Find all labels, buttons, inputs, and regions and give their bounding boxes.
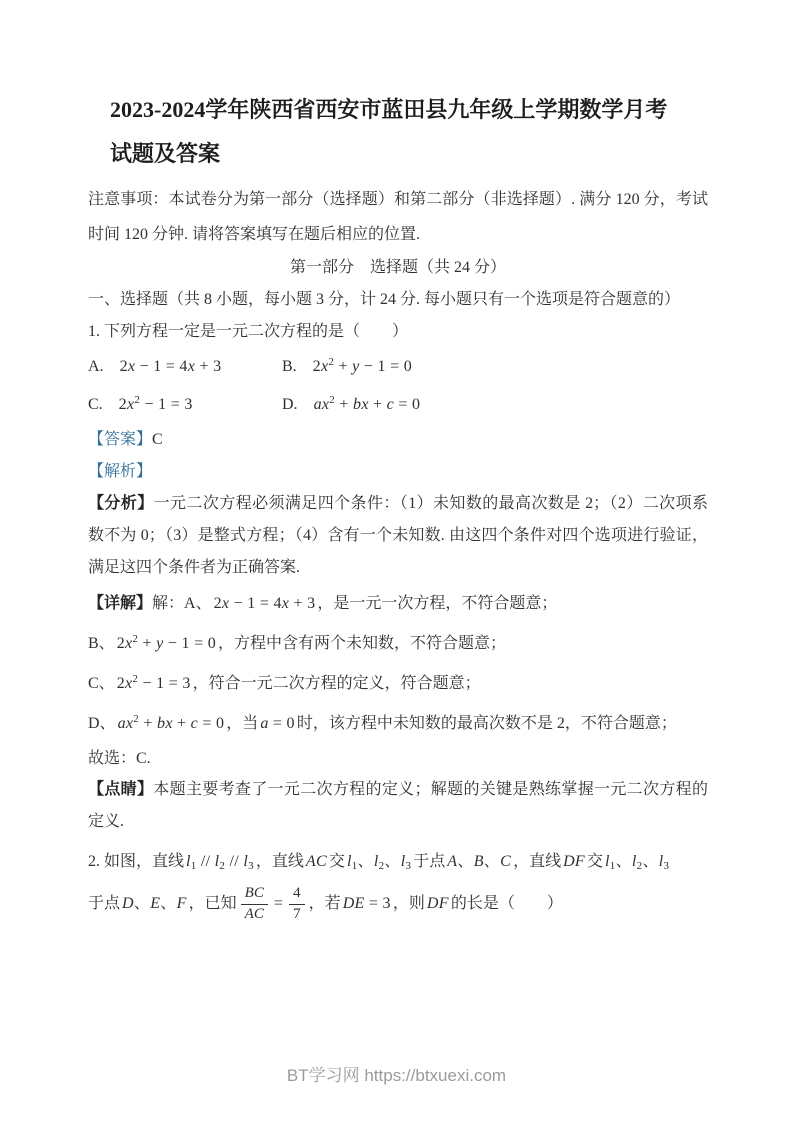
question-1-detail-line-c: C、 $2x^2 - 1 = 3$ ，符合一元二次方程的定义，符合题意；: [88, 673, 481, 692]
option-a: [88, 350, 282, 384]
question-1-conclusion: 故选：C.: [88, 750, 151, 767]
question-1-options: [88, 348, 708, 424]
question-1-options-row-2: [88, 386, 708, 424]
answer-label: 【答案】: [88, 431, 153, 448]
option-c: [88, 388, 282, 422]
fraction: $\frac{BC}{AC}$: [241, 885, 268, 923]
question-1-stem: 1. 下列方程一定是一元二次方程的是（ ）: [88, 323, 409, 340]
explanation-label: 【解析】: [88, 463, 153, 480]
option-c-label: C.: [88, 396, 103, 413]
option-b: [282, 350, 414, 384]
question-2-stem-line-2: 于点 D、E、F ，已知 $\frac{BC}{AC}$ = $\frac{4}{7}$ ，若 DE = 3 ，则 DF 的长是（ ）: [88, 885, 563, 922]
answer-value: C: [152, 431, 163, 448]
question-1-detail-line-d: D、 $ax^2$ + bx + c = 0 ，当 a = 0 时，该方程中未知数的最高次数不是 2，不符合题意；: [88, 713, 677, 732]
title-line-1: 2023-2024学年陕西省西安市蓝田县九年级上学期数学月考: [110, 97, 668, 122]
notice-text: 注意事项：本试卷分为第一部分（选择题）和第二部分（非选择题）. 满分 120 分，考试时间 120 分钟. 请将答案填写在题后相应的位置.: [88, 191, 708, 243]
document-content: [88, 0, 708, 928]
section-one-title: 一、选择题（共 8 小题，每小题 3 分，计 24 分. 每小题只有一个选项是符合题意的）: [88, 291, 681, 308]
option-d-label: D.: [282, 396, 298, 413]
question-1-options-row-1: [88, 348, 708, 386]
option-a-label: A.: [88, 358, 104, 375]
question-1-detail-line-b: B、 $2x^2 + y - 1 = 0$ ，方程中含有两个未知数，不符合题意；: [88, 633, 507, 652]
option-b-formula: $2x^2 + y - 1 = 0$: [312, 356, 412, 375]
option-a-formula: 2x − 1 = 4x + 3: [119, 358, 222, 375]
site-footer: [0, 1064, 793, 1088]
title-line-2: 试题及答案: [110, 141, 221, 166]
question-1-answer-line: [88, 424, 708, 456]
part-one-header: 第一部分 选择题（共 24 分）: [289, 259, 506, 276]
option-c-formula: $2x^2 - 1 = 3$: [118, 394, 193, 413]
fraction: $\frac{4}{7}$: [289, 885, 305, 923]
question-1-comment: 【点睛】本题主要考查了一元二次方程的定义；解题的关键是熟练掌握一元二次方程的定义.: [88, 781, 708, 830]
option-d-formula: $ax^2$ + bx + c = 0: [313, 394, 421, 413]
question-1-detail-line-a: 【详解】 解：A、 2x − 1 = 4x + 3 ，是一元一次方程，不符合题意；: [88, 595, 558, 612]
footer-link[interactable]: BT学习网 https://btxuexi.com: [286, 1066, 507, 1085]
page-title: [110, 88, 708, 176]
option-b-label: B.: [282, 358, 297, 375]
question-1-analysis: 【分析】一元二次方程必须满足四个条件：（1）未知数的最高次数是 2；（2）二次项系数不为 0；（3）是整式方程；（4）含有一个未知数. 由这四个条件对四个选项进行验证，满足这四个条件者为正确答案.: [88, 495, 708, 576]
question-2-stem-line-1: 2. 如图，直线 $l_1 // l_2 // l_3$ ，直线 AC 交 $l_1$、$l_2$、$l_3$ 于点 A、B、C ，直线 DF 交 $l_1$、$l_2$、$l_3$: [88, 853, 670, 872]
option-d: [282, 388, 422, 422]
question-1-explanation-label-line: [88, 456, 708, 488]
